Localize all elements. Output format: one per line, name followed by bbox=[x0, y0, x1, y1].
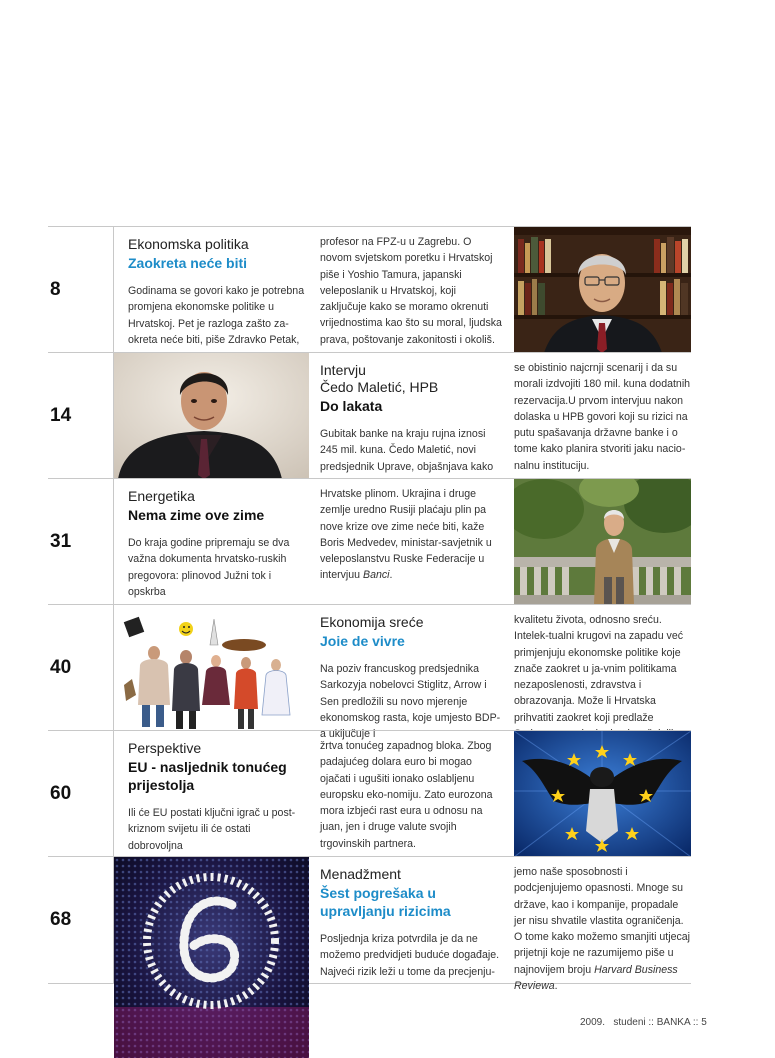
footer-year: 2009. bbox=[580, 1017, 606, 1028]
page-number: 40 bbox=[50, 657, 72, 678]
article-title[interactable]: Zaokreta neće biti bbox=[128, 255, 248, 271]
toc-entry-8[interactable] bbox=[48, 226, 691, 353]
article-summary-continued: žrtva tonućeg zapadnog bloka. Zbog padajućeg dolara euro bi mogao ojačati i ugušiti ionako oslabljenu europsku eko-nomiju. Zato eurozona mora izbjeći rast eura u odnosu na juan, jen i druge valute svojih trgovinskih partnera. bbox=[320, 740, 493, 850]
article-photo-collage bbox=[114, 605, 309, 731]
article-summary: Posljednja kriza potvrdila je da ne možemo predvidjeti buduće događaje. Najveći rizik leži u tome da precjenju- bbox=[320, 933, 500, 978]
article-summary: Na poziv francuskog predsjednika Sarkozyja nobelovci Stiglitz, Arrow i Sen predložili su novo mjerenje ekonomskog rasta, koje umjesto BDP-a uključuje i bbox=[320, 663, 501, 741]
article-summary: Do kraja godine pripremaju se dva važna dokumenta hrvatsko-ruskih pregovora: plinovod Južni tok i opskrba bbox=[128, 537, 290, 598]
article-summary: Godinama se govori kako je potrebna promjena ekonomske politike u Hrvatskoj. Pet je razloga zašto za-okreta neće biti, piše Zdravko Petak, bbox=[128, 285, 305, 346]
entry-intro bbox=[128, 227, 306, 348]
article-summary-continued: jemo naše sposobnosti i podcjenjujemo opasnosti. Mnoge su države, kao i kompanije, propadale jer nisu shvatile vlastita ograničenja. O tome kako možemo smanjiti utjecaj prijetnji koje ne razumijemo piše u najnovijem broju Harvard Business Reviewa. bbox=[514, 866, 691, 993]
section-category: Menadžment bbox=[320, 866, 401, 882]
article-summary-continued: kvalitetu života, odnosno sreću. Intelek-tualni krugovi na zapadu već primjenjuju ekonomske politike koje znače zaokret u ja-vnim politikama nezaposlenosti, zdravstva i obrazovanja. Može li Hrvatska prihvatiti zaokret koji predlaže bbox=[514, 614, 684, 724]
section-category: Energetika bbox=[128, 488, 195, 504]
article-summary-continued: profesor na FPZ-u u Zagrebu. O novom svjetskom poretku i Hrvatskoj piše i Yoshio Tamura, japanski veleposlanik u Hrvatskoj, koji zaključuje kako se moramo okrenuti vrijednostima kao što su moral, ljudska prava, poštovanje zakonitosti i okoliš. bbox=[320, 236, 502, 346]
toc-entry-40[interactable] bbox=[48, 604, 691, 741]
section-category: Ekonomska politika bbox=[128, 236, 249, 252]
entry-intro bbox=[128, 731, 306, 854]
section-category: Intervju bbox=[320, 362, 366, 378]
toc-entry-60[interactable] bbox=[48, 730, 691, 857]
footer-magazine: BANKA bbox=[656, 1017, 691, 1028]
article-photo-portrait-library bbox=[514, 227, 691, 353]
toc-entry-31[interactable] bbox=[48, 478, 691, 605]
page-footer: 2009. studeni :: BANKA :: 5 bbox=[580, 1017, 707, 1028]
article-summary-continued: Hrvatske plinom. Ukrajina i druge zemlje uredno Rusiji plaćaju plin pa nove krize ove zime neće biti, kaže Boris Medvedev, ministar-savjetnik u veleposlanstvu Ruske Federacije u intervjuu Banci. bbox=[320, 488, 492, 582]
page-number-cell bbox=[48, 227, 114, 353]
article-photo-portrait-man bbox=[114, 353, 309, 479]
article-summary: Ili će EU postati ključni igrač u post-kriznom svijetu ili će ostati dobrovoljna bbox=[128, 807, 296, 852]
article-photo-eagle-eu bbox=[514, 731, 691, 857]
page-number: 8 bbox=[50, 279, 61, 300]
article-summary: Gubitak banke na kraju rujna iznosi 245 mil. kuna. Čedo Maletić, novi predsjednik Uprave, objašnjava kako bbox=[320, 428, 494, 473]
toc-entry-68[interactable] bbox=[48, 856, 691, 993]
page-number: 68 bbox=[50, 909, 72, 930]
interview-subject: Čedo Maletić, HPB bbox=[320, 379, 439, 395]
footer-page-number: 5 bbox=[701, 1017, 707, 1028]
page-number-cell bbox=[48, 353, 114, 479]
article-title[interactable]: Joie de vivre bbox=[320, 633, 405, 649]
section-category: Perspektive bbox=[128, 740, 202, 756]
article-title[interactable]: Do lakata bbox=[320, 398, 383, 414]
entry-intro bbox=[320, 353, 502, 475]
article-title[interactable]: Nema zime ove zime bbox=[128, 507, 265, 523]
entry-intro bbox=[320, 605, 502, 742]
page-number-cell bbox=[48, 857, 114, 983]
article-summary-continued: se obistinio najcrnji scenarij i da su morali izdvojiti 180 mil. kuna dodatnih rezervacija.U prvom intervjuu nakon dolaska u HPB govori koji su rizici na putu spašavanja državne banke i o tome kako planira stvoriti jaku nacio-nalnu instituciju. bbox=[514, 362, 691, 472]
page-number-cell bbox=[48, 605, 114, 731]
section-category: Ekonomija sreće bbox=[320, 614, 424, 630]
entry-intro bbox=[128, 479, 306, 600]
article-photo-man-balustrade bbox=[514, 479, 691, 605]
article-title[interactable]: Šest pogrešaka u upravljanju rizicima bbox=[320, 885, 451, 919]
page-number-cell bbox=[48, 731, 114, 857]
entry-intro bbox=[320, 857, 502, 980]
magazine-name: Harvard Business Reviewa bbox=[514, 963, 678, 993]
magazine-name: Banci bbox=[363, 569, 390, 582]
article-title[interactable]: EU - nasljednik tonućeg prijestolja bbox=[128, 759, 287, 793]
page-number: 60 bbox=[50, 783, 72, 804]
toc-entry-14[interactable] bbox=[48, 352, 691, 479]
page-number: 14 bbox=[50, 405, 72, 426]
article-photo-dotted-six bbox=[114, 857, 309, 1058]
page-number-cell bbox=[48, 479, 114, 605]
page-number: 31 bbox=[50, 531, 72, 552]
